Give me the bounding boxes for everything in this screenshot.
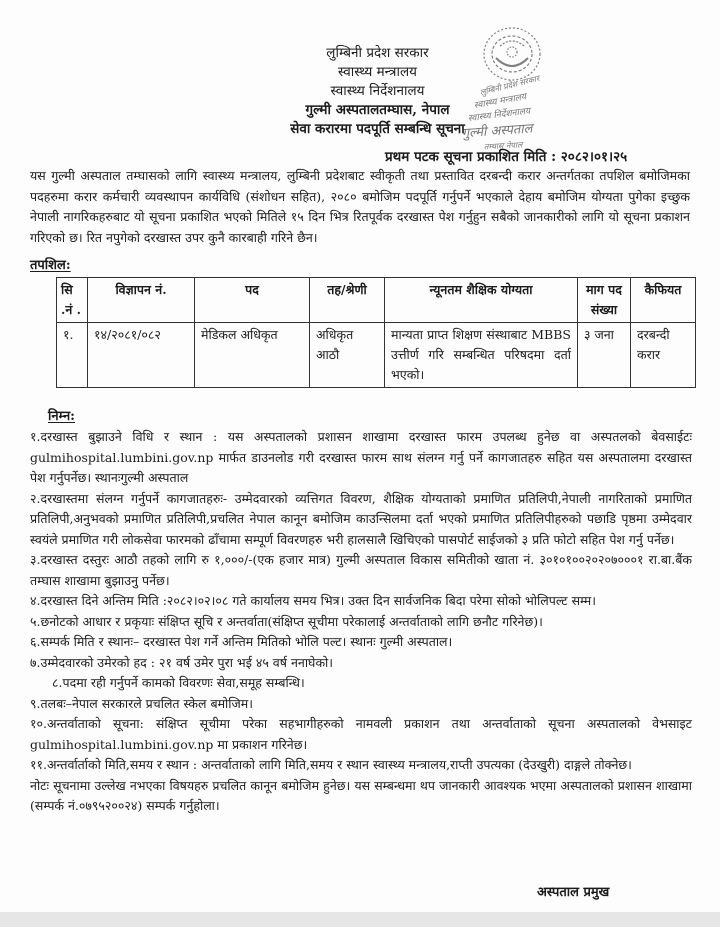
- note-paragraph: नोटः सूचनामा उल्लेख नभएका विषयहरु प्रचलित कानून बमोजिम हुनेछ। यस सम्बन्धमा थप जानकारी आवश्यक भएमा अस्पतालको प्रशासन शाखामा (सम्पर्क नं.०७९५२००२४) सम्पर्क गर्नुहोला।: [30, 777, 692, 813]
- condition-item: ७.उम्मेदवारको उमेरको हद : २१ वर्ष उमेर पुरा भई ४५ वर्ष ननाघेको।: [30, 654, 334, 670]
- cell-sn: १.: [57, 323, 88, 388]
- svg-text:स्वास्थ्य मन्त्रालय: स्वास्थ्य मन्त्रालय: [473, 92, 527, 112]
- condition-item: ४.दरखास्त दिने अन्तिम मिति :२०८२।०२।०८ गते कार्यालय समय भित्र। उक्त दिन सार्वजनिक बिदा परेमा सोको भोलिपल्ट सम्म।: [30, 593, 596, 608]
- col-header-sn-text: सि .नं .: [61, 282, 81, 317]
- notice-title: सेवा करारमा पदपूर्ति सम्बन्धि सूचना: [290, 121, 465, 137]
- table-header-row: [57, 278, 696, 323]
- svg-text:गुल्मी अस्पताल: गुल्मी अस्पताल: [461, 121, 533, 142]
- cell-ad-no: १४/२०८१/०८२: [88, 323, 195, 388]
- col-header-qualification: न्यूनतम शैक्षिक योग्यता: [385, 278, 578, 323]
- svg-text:तम्घास नेपाल: तम्घास नेपाल: [483, 140, 523, 152]
- condition-item: २.दरखास्तमा संलग्न गर्नुपर्ने कागजातहरुः- उम्मेदवारको व्यत्तिगत विवरण, शैक्षिक योग्यताको प्रमाणित प्रतिलिपी,नेपाली नागरिताको प्रमाणित प्रतिलिपी,अनुभवको प्रमाणित प्रतिलिपी,प्रचलित नेपाल कानून बमोजिम काउन्सिलमा दर्ता भएको प्रमाणित प्रतिलिपीहरुको पछाडि पृष्ठमा उम्मेदवार स्वयंले प्रमाणित गरी लोकसेवा फारमको ढाँचामा सम्पूर्ण विवरणहरु भरी हालसालै खिचिएको पासपोर्ट साईजको ३ प्रति फोटो सहित पेश गर्नु पर्नेछ।: [30, 490, 692, 547]
- col-header-sn: [57, 278, 88, 323]
- condition-item: ५.छनोटको आधार र प्रकृयाः संक्षिप्त सूचि र अन्तर्वाता(संक्षिप्त सूचीमा परेकालाई अन्तर्वाताको लागि छनौट गरिनेछ)।: [30, 613, 543, 629]
- cell-qualification: मान्यता प्राप्त शिक्षण संस्थाबाट MBBS उत्तीर्ण गरि सम्बन्धित परिषदमा दर्ता भएको।: [385, 323, 578, 388]
- publication-date-value: २०८२।०१।२५: [560, 149, 628, 165]
- publication-date-label: प्रथम पटक सूचना प्रकाशित मिति :: [385, 149, 557, 165]
- condition-item: ११.अन्तर्वार्ताको मिति,समय र स्थान : अन्तर्वाताको लागि मिति,समय र स्थान स्वास्थ्य मन्त्रालय,राप्ती उपत्यका (देउखुरी) दाङ्गले तोक्नेछ।: [30, 757, 632, 772]
- svg-text:स्वास्थ्य निर्देशनालय: स्वास्थ्य निर्देशनालय: [467, 106, 531, 125]
- header-hospital-name: गुल्मी अस्पतालतम्घास, नेपाल: [305, 102, 450, 118]
- official-seal-stamp: [450, 22, 570, 157]
- condition-item: १.दरखास्त बुझाउने विधि र स्थान : यस अस्पतालको प्रशासन शाखामा दरखास्त फारम उपलब्ध हुनेछ वा अस्पतलको बेवसाईटः gulmihospital.lumbini.gov.np मार्फत डाउनलोड गरी दरखास्त फारम साथ संलग्न गर्नु पर्ने कागजातहरु सहित यस अस्पतालमा दरखास्त पेश गर्नुपर्नेछ। स्थानःगुल्मी अस्पताल: [30, 429, 692, 485]
- col-header-count: माग पद संख्या: [578, 278, 631, 323]
- col-header-ad-no: विज्ञापन नं.: [88, 278, 195, 323]
- seal-emblem-icon: [450, 22, 570, 157]
- col-header-level: तह/श्रेणी: [310, 278, 385, 323]
- cell-post: मेडिकल अधिकृत: [195, 323, 310, 388]
- publication-date-line: [385, 147, 627, 165]
- condition-item: ६.सम्पर्क मिति र स्थानः– दरखास्त पेश गर्ने अन्तिम मितिको भोलि पल्ट। स्थानः गुल्मी अस्पताल।: [30, 634, 453, 649]
- cell-level: अधिकृत आठौ: [310, 323, 385, 388]
- intro-paragraph: यस गुल्मी अस्पताल तम्घासको लागि स्वास्थ्य मन्त्रालय, लुम्बिनी प्रदेशबाट स्वीकृती तथा प्रस्तावित दरबन्दी करार अन्तर्गतका तपशिल बमोजिमका पदहरुमा करार कर्मचारी व्यवस्थापन कार्यविधि (संशोधन सहित), २०८० बमोजिम पदपूर्ति गर्नुपर्ने भएकाले देहाय बमोजिम योग्यता पुगेका इच्छुक नेपाली नागरिकहरुबाट यो सूचना प्रकाशित भएको मितिले १५ दिन भित्र रितपूर्वक दरखास्त पेश गर्नुहुन सबैको जानकारीको लागि यो सूचना प्रकाशन गरिएको छ। रित नपुगेको दरखास्त उपर कुनै कारबाही गरिने छैन।: [30, 168, 690, 245]
- col-header-post: पद: [195, 278, 310, 323]
- condition-item: १०.अन्तर्वाताको सूचना: संक्षिप्त सूचीमा परेका सहभागीहरुको नामवली प्रकाशन तथा अन्तर्वाताको सूचना अस्पतालको वेभसाइट gulmihospital.lumbini.gov.np मा प्रकाशन गरिनेछ।: [30, 716, 692, 752]
- condition-item: ८.पदमा रही गर्नुपर्ने कामको विवरणः सेवा,समूह सम्बन्धि।: [52, 675, 305, 690]
- col-header-remarks: कैफियत: [631, 278, 696, 323]
- signature-hospital-chief: अस्पताल प्रमुख: [537, 885, 610, 900]
- details-heading: तपशिल:: [30, 258, 71, 273]
- conditions-heading: निम्न:: [48, 409, 75, 424]
- header-directorate: स्वास्थ्य निर्देशनालय: [330, 83, 425, 99]
- header-province-government: लुम्बिनी प्रदेश सरकार: [326, 45, 429, 61]
- conditions-list: [30, 427, 692, 817]
- svg-text:लुम्बिनी प्रदेश सरकार: लुम्बिनी प्रदेश सरकार: [479, 73, 541, 98]
- condition-item: ९.तलबः–नेपाल सरकारले प्रचलित स्केल बमोजिम।: [30, 695, 254, 711]
- condition-item: ३.दरखास्त दस्तुरः आठौ तहको लागि रु १,०००/-(एक हजार मात्र) गुल्मी अस्पताल विकास समितीको खाता नं. ३०१०१००२०२०७०००१ रा.बा.बैंक तम्घास शाखामा बुझाउनु पर्नेछ।: [30, 552, 692, 588]
- page-bottom-edge: [0, 912, 720, 927]
- header-ministry: स्वास्थ्य मन्त्रालय: [338, 64, 417, 80]
- table-row: [57, 323, 696, 388]
- cell-count: ३ जना: [578, 323, 631, 388]
- cell-remarks: दरबन्दी करार: [631, 323, 696, 388]
- vacancy-table: [56, 277, 696, 388]
